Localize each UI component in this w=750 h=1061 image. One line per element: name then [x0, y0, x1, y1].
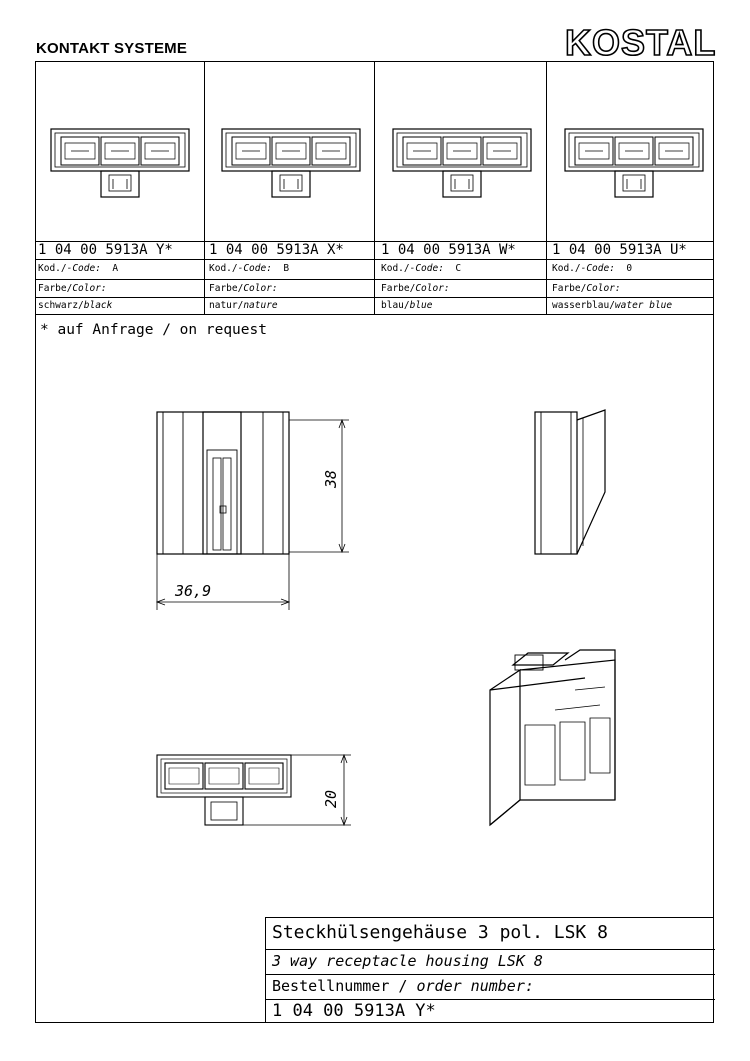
- color-label-3: Farbe/Color:: [381, 283, 450, 294]
- code-cell-3: Kod./-Code: C: [381, 263, 462, 274]
- color-label-2: Farbe/Color:: [209, 283, 278, 294]
- dim-depth: 20: [322, 789, 340, 808]
- company-line: KONTAKT SYSTEME: [36, 40, 188, 57]
- kostal-logo: [563, 22, 723, 62]
- color-value-3: blau/blue: [381, 300, 433, 311]
- title-line: [266, 999, 715, 1000]
- part-number-2: 1 04 00 5913A X*: [209, 242, 344, 258]
- code-cell-1: Kod./-Code: A: [38, 263, 119, 274]
- title-de: Steckhülsengehäuse 3 pol. LSK 8: [272, 922, 608, 943]
- code-cell-2: Kod./-Code: B: [209, 263, 290, 274]
- dim-width: 36,9: [175, 582, 212, 600]
- part-number-4: 1 04 00 5913A U*: [552, 242, 687, 258]
- table-line: [35, 297, 714, 298]
- request-note: * auf Anfrage / on request: [40, 322, 267, 338]
- variant-drawings: [35, 61, 714, 241]
- part-number-3: 1 04 00 5913A W*: [381, 242, 516, 258]
- order-number: 1 04 00 5913A Y*: [272, 1001, 436, 1021]
- title-en: 3 way receptacle housing LSK 8: [272, 952, 543, 970]
- table-line: [35, 259, 714, 260]
- table-line: [35, 279, 714, 280]
- title-block: [265, 917, 714, 1023]
- table-line: [35, 314, 714, 315]
- title-line: [266, 974, 715, 975]
- dim-height: 38: [322, 469, 340, 488]
- code-cell-4: Kod./-Code: 0: [552, 263, 633, 274]
- color-value-4: wasserblau/water blue: [552, 300, 673, 311]
- color-value-1: schwarz/black: [38, 300, 113, 311]
- technical-drawing: [35, 330, 714, 915]
- title-line: [266, 949, 715, 950]
- logo-text: KOSTAL: [565, 22, 717, 62]
- color-label-4: Farbe/Color:: [552, 283, 621, 294]
- color-value-2: natur/nature: [209, 300, 278, 311]
- color-label-1: Farbe/Color:: [38, 283, 107, 294]
- order-label: Bestellnummer / order number:: [272, 977, 534, 995]
- part-number-1: 1 04 00 5913A Y*: [38, 242, 173, 258]
